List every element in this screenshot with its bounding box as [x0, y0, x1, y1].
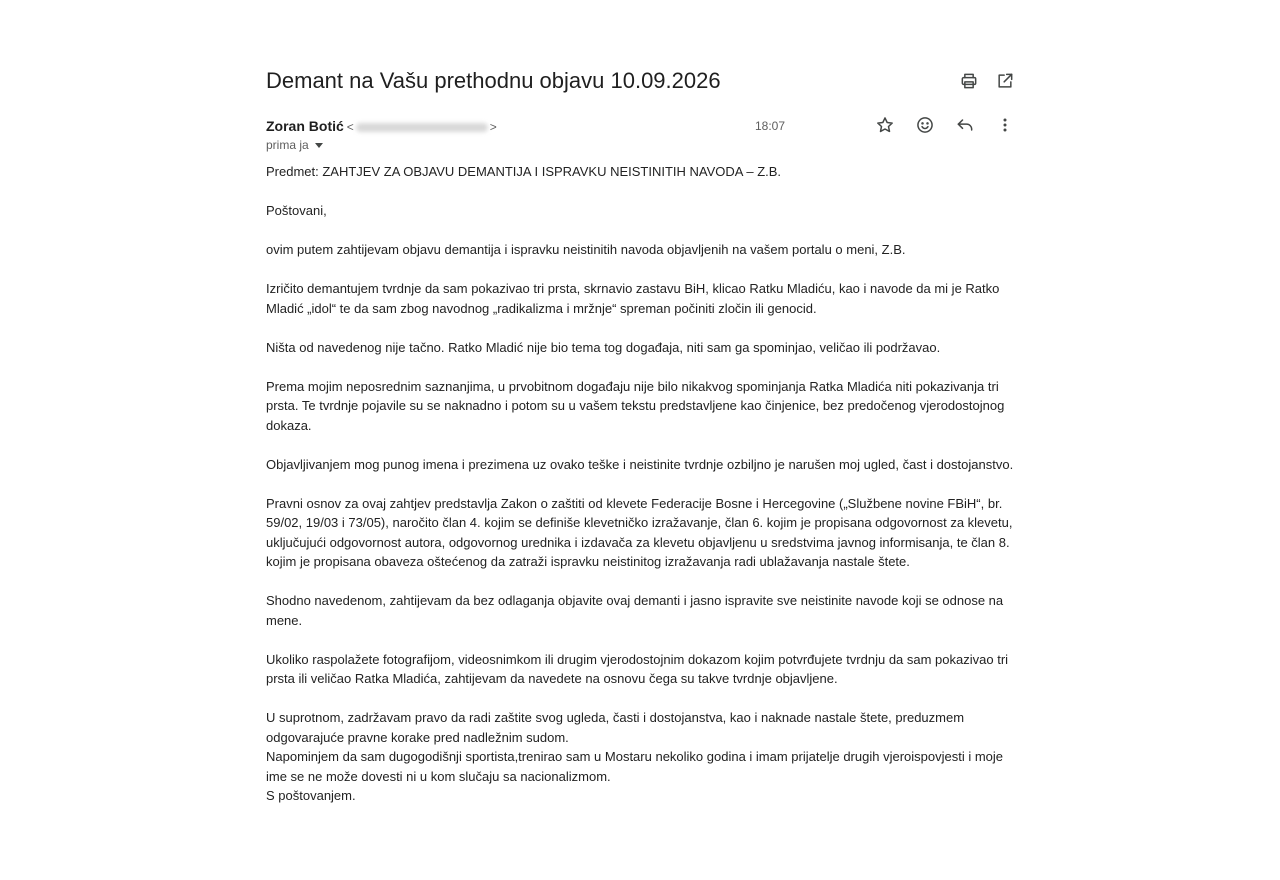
chevron-down-icon: [315, 143, 323, 148]
reply-icon: [955, 115, 975, 135]
body-paragraph: Objavljivanjem mog punog imena i prezimena uz ovako teške i neistinite tvrdnje ozbiljno je narušen moj ugled, čast i dostojanstvo.: [266, 456, 1014, 472]
add-reaction-button[interactable]: [912, 112, 938, 138]
body-paragraph: Pravni osnov za ovaj zahtjev predstavlja Zakon o zaštiti od klevete Federacije Bosne i Hercegovine („Službene novine FBiH“, br. 59/02, 19/03 i 73/05), naročito član 4. kojim se definiše klevetničko izražavanje, član 6. kojim je propisana odgovornost za klevetu, uključujući odgovornost autora, odgovornog urednika i izdavača za klevetu objavljenu u sredstvima javnog informisanja, te član 8. kojim je propisana obaveza oštećenog da zatraži ispravku neistinitog izražavanja radi ublažavanja nastale štete.: [266, 495, 1013, 569]
recipient-dropdown[interactable]: [266, 137, 323, 153]
sign-off: S poštovanjem.: [266, 788, 356, 803]
recipient-label: prima ja: [266, 138, 309, 152]
star-icon: [875, 115, 895, 135]
sender-email-close: >: [489, 120, 497, 134]
body-paragraph: Prema mojim neposrednim saznanjima, u prvobitnom događaju nije bilo nikakvog spominjanja Ratka Mladića niti pokazivanja tri prsta. Te tvrdnje pojavile su se naknadno i potom su u vašem tekstu predstavljene kao činjenice, bez predočenog vjerodostojnog dokaza.: [266, 378, 1005, 433]
closing-line: U suprotnom, zadržavam pravo da radi zaštite svog ugleda, časti i dostojanstva, kao i naknade nastale štete, preduzmem odgovarajuće pravne korake pred nadležnim sudom.: [266, 710, 965, 745]
print-button[interactable]: [956, 68, 982, 94]
sender-line: [266, 116, 497, 137]
reply-button[interactable]: [952, 112, 978, 138]
body-paragraph: Ukoliko raspolažete fotografijom, videosnimkom ili drugim vjerodostojnim dokazom kojim potvrđujete tvrdnju da sam pokazivao tri prsta ili veličao Ratka Mladića, zahtijevam da navedete na osnovu čega su takve tvrdnje objavljene.: [266, 651, 1009, 686]
star-button[interactable]: [872, 112, 898, 138]
closing-line: Napominjem da sam dugogodišnji sportista,trenirao sam u Mostaru nekoliko godina i imam prijatelje drugih vjeroispovjesti i moje ime se ne može dovesti ni u kom slučaju sa nacionalizmom.: [266, 749, 1004, 784]
body-paragraph: ovim putem zahtijevam objavu demantija i ispravku neistinitih navoda objavljenih na vašem portalu o meni, Z.B.: [266, 242, 906, 257]
body-paragraph: Predmet: ZAHTJEV ZA OBJAVU DEMANTIJA I ISPRAVKU NEISTINITIH NAVODA – Z.B.: [266, 164, 782, 179]
email-time: 18:07: [755, 119, 786, 133]
print-icon: [959, 71, 979, 91]
redacted-email-address: [356, 123, 488, 132]
email-subject: Demant na Vašu prethodnu objavu 10.09.2026: [266, 68, 721, 93]
sender-email-open: <: [346, 120, 354, 134]
open-in-new-window-button[interactable]: [992, 68, 1018, 94]
email-body: [266, 162, 1026, 806]
body-paragraph: Poštovani,: [266, 203, 327, 218]
body-paragraph: Izričito demantujem tvrdnje da sam pokazivao tri prsta, skrnavio zastavu BiH, klicao Ratku Mladiću, kao i navode da mi je Ratko Mladić „idol“ te da sam zbog navodnog „radikalizma i mržnje“ spreman počiniti zločin ili genocid.: [266, 281, 1000, 316]
sender-email: [347, 120, 497, 134]
sender-name[interactable]: Zoran Botić: [266, 118, 344, 134]
body-paragraph: Shodno navedenom, zahtijevam da bez odlaganja objavite ovaj demanti i jasno ispravite sve neistinite navode koji se odnose na mene.: [266, 593, 1004, 628]
more-vertical-icon: [995, 115, 1015, 135]
body-paragraph: Ništa od navedenog nije tačno. Ratko Mladić nije bio tema tog događaja, niti sam ga spominjao, veličao ili podržavao.: [266, 339, 941, 355]
more-options-button[interactable]: [992, 112, 1018, 138]
emoji-reaction-icon: [915, 115, 935, 135]
open-in-new-window-icon: [995, 71, 1015, 91]
